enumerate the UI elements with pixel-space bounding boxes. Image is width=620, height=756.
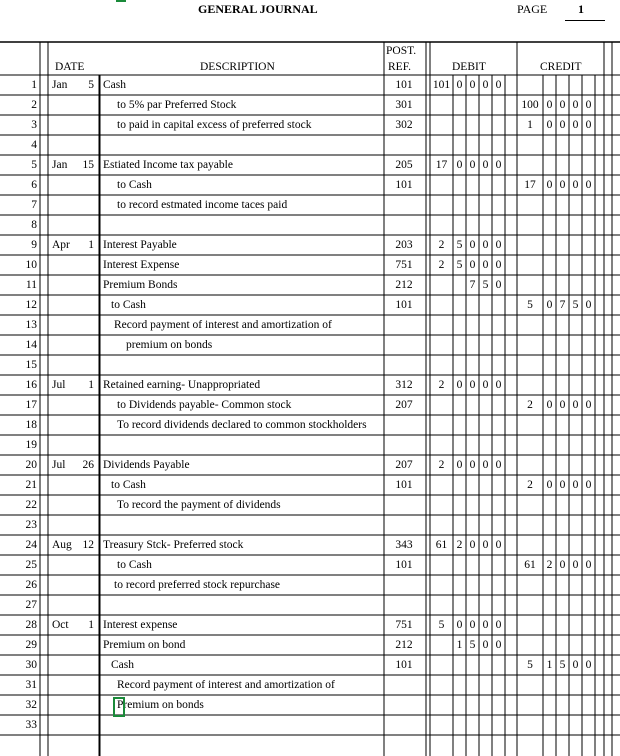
date-month[interactable]: Apr [52, 239, 70, 251]
credit-digit[interactable]: 1 [527, 119, 533, 131]
row-number[interactable]: 21 [25, 479, 37, 491]
row-number[interactable]: 6 [31, 179, 37, 191]
debit-digit[interactable]: 7 [469, 279, 476, 291]
row-number[interactable]: 1 [31, 79, 37, 91]
debit-digit[interactable]: 5 [438, 619, 445, 631]
post-ref-cell[interactable]: 205 [395, 159, 413, 171]
debit-digit[interactable]: 0 [495, 619, 502, 631]
debit-digit[interactable]: 0 [456, 619, 463, 631]
description-cell[interactable]: Premium on bond [103, 639, 186, 651]
journal-row [0, 235, 620, 255]
row-number[interactable]: 5 [31, 159, 37, 171]
description-cell[interactable]: to Cash [111, 299, 146, 311]
debit-digit[interactable]: 0 [482, 379, 489, 391]
row-number[interactable]: 25 [25, 559, 37, 571]
description-cell[interactable]: Cash [103, 79, 126, 91]
post-ref-cell[interactable]: 101 [395, 479, 413, 491]
debit-digit[interactable]: 0 [482, 259, 489, 271]
debit-digit[interactable]: 0 [469, 79, 476, 91]
row-number[interactable]: 12 [25, 299, 37, 311]
debit-digit[interactable]: 0 [495, 639, 502, 651]
journal-row [0, 415, 620, 435]
description-cell[interactable]: premium on bonds [126, 339, 213, 351]
debit-header: DEBIT [452, 61, 486, 73]
credit-digit[interactable]: 5 [572, 299, 579, 311]
credit-digit[interactable]: 0 [572, 659, 579, 671]
credit-digit[interactable]: 2 [546, 559, 553, 571]
credit-digit[interactable]: 0 [585, 479, 592, 491]
row-number[interactable]: 15 [25, 359, 37, 371]
post-ref-cell[interactable]: 203 [395, 239, 413, 251]
description-cell[interactable]: to Cash [111, 479, 146, 491]
credit-digit[interactable]: 17 [524, 179, 536, 191]
debit-digit[interactable]: 101 [432, 79, 451, 91]
description-cell[interactable]: Premium Bonds [103, 279, 178, 291]
date-month[interactable]: Oct [52, 619, 69, 631]
credit-digit[interactable]: 2 [527, 399, 533, 411]
description-cell[interactable]: Record payment of interest and amortization of [114, 319, 332, 331]
description-cell[interactable]: Treasury Stck- Preferred stock [103, 539, 244, 551]
debit-digit[interactable]: 5 [456, 239, 463, 251]
journal-row [0, 475, 620, 495]
journal-row [0, 395, 620, 415]
row-number[interactable]: 24 [25, 539, 37, 551]
debit-digit[interactable]: 0 [495, 159, 502, 171]
debit-digit[interactable]: 0 [482, 639, 489, 651]
description-cell[interactable]: to paid in capital excess of preferred stock [117, 119, 312, 131]
row-number[interactable]: 3 [31, 119, 37, 131]
credit-digit[interactable]: 0 [585, 119, 592, 131]
credit-digit[interactable]: 2 [527, 479, 533, 491]
journal-row [0, 155, 620, 175]
credit-digit[interactable]: 1 [546, 659, 553, 671]
date-month[interactable]: Jul [52, 459, 66, 471]
debit-digit[interactable]: 0 [469, 159, 476, 171]
debit-digit[interactable]: 0 [456, 379, 463, 391]
credit-digit[interactable]: 0 [585, 399, 592, 411]
post-ref-cell[interactable]: 101 [395, 559, 413, 571]
credit-digit[interactable]: 0 [559, 479, 566, 491]
date-day[interactable]: 5 [88, 79, 94, 91]
journal-row [0, 115, 620, 135]
post-ref-cell[interactable]: 212 [395, 639, 413, 651]
row-number[interactable]: 10 [25, 259, 37, 271]
post-ref-cell[interactable]: 101 [395, 659, 413, 671]
credit-digit[interactable]: 0 [585, 179, 592, 191]
post-ref-cell[interactable]: 101 [395, 79, 413, 91]
description-cell[interactable]: to 5% par Preferred Stock [117, 99, 237, 111]
journal-row [0, 675, 620, 695]
row-number[interactable]: 13 [25, 319, 37, 331]
journal-row [0, 215, 620, 235]
credit-digit[interactable]: 61 [524, 559, 536, 571]
post-ref-cell[interactable]: 301 [395, 99, 413, 111]
cell-cursor [113, 697, 125, 717]
row-number[interactable]: 30 [25, 659, 37, 671]
debit-digit[interactable]: 0 [482, 619, 489, 631]
row-number[interactable]: 9 [31, 239, 37, 251]
journal-row [0, 555, 620, 575]
journal-row [0, 595, 620, 615]
row-number[interactable]: 33 [25, 719, 37, 731]
date-month[interactable]: Jan [52, 159, 68, 171]
debit-digit[interactable]: 0 [495, 279, 502, 291]
journal-row [0, 315, 620, 335]
journal-row [0, 255, 620, 275]
journal-row [0, 515, 620, 535]
journal-row [0, 715, 620, 735]
journal-row [0, 175, 620, 195]
credit-digit[interactable]: 0 [559, 119, 566, 131]
journal-row [0, 455, 620, 475]
journal-row [0, 195, 620, 215]
page-number: 1 [578, 2, 584, 16]
debit-digit[interactable]: 0 [469, 239, 476, 251]
row-number[interactable]: 4 [31, 139, 37, 151]
journal-row [0, 295, 620, 315]
debit-digit[interactable]: 0 [482, 239, 489, 251]
row-number[interactable]: 7 [31, 199, 37, 211]
description-cell[interactable]: Interest expense [103, 619, 178, 631]
debit-digit[interactable]: 2 [438, 259, 445, 271]
row-number[interactable]: 32 [25, 699, 37, 711]
debit-digit[interactable]: 0 [482, 539, 489, 551]
debit-digit[interactable]: 0 [495, 459, 502, 471]
debit-digit[interactable]: 0 [495, 539, 502, 551]
debit-digit[interactable]: 5 [482, 279, 489, 291]
description-cell[interactable]: Record payment of interest and amortization of [117, 679, 335, 691]
row-number[interactable]: 26 [25, 579, 37, 591]
post-ref-cell[interactable]: 101 [395, 179, 413, 191]
credit-digit[interactable]: 0 [585, 559, 592, 571]
post-ref-cell[interactable]: 212 [395, 279, 413, 291]
row-number[interactable]: 29 [25, 639, 37, 651]
journal-row [0, 435, 620, 455]
credit-digit[interactable]: 0 [572, 479, 579, 491]
credit-digit[interactable]: 0 [559, 99, 566, 111]
debit-digit[interactable]: 0 [495, 239, 502, 251]
credit-digit[interactable]: 0 [546, 299, 553, 311]
description-cell[interactable]: Estiated Income tax payable [103, 159, 233, 171]
debit-digit[interactable]: 2 [438, 239, 445, 251]
journal-row [0, 75, 620, 95]
row-number[interactable]: 27 [25, 599, 37, 611]
row-number[interactable]: 19 [25, 439, 37, 451]
date-month[interactable]: Jul [52, 379, 66, 391]
journal-row [0, 615, 620, 635]
description-cell[interactable]: to Cash [117, 559, 152, 571]
row-number[interactable]: 14 [25, 339, 37, 351]
ref-header: REF. [388, 61, 412, 73]
row-number[interactable]: 23 [25, 519, 37, 531]
journal-row [0, 275, 620, 295]
debit-digit[interactable]: 0 [482, 159, 489, 171]
description-cell[interactable]: to Cash [117, 179, 152, 191]
description-cell[interactable]: Cash [111, 659, 134, 671]
credit-digit[interactable]: 0 [559, 179, 566, 191]
row-number[interactable]: 22 [25, 499, 37, 511]
credit-digit[interactable]: 0 [585, 659, 592, 671]
post-header: POST. [386, 45, 417, 57]
date-month[interactable]: Jan [52, 79, 68, 91]
credit-digit[interactable]: 0 [572, 399, 579, 411]
credit-digit[interactable]: 0 [559, 399, 566, 411]
debit-digit[interactable]: 0 [495, 259, 502, 271]
credit-digit[interactable]: 0 [572, 179, 579, 191]
debit-digit[interactable]: 0 [482, 79, 489, 91]
journal-row [0, 535, 620, 555]
credit-digit[interactable]: 0 [572, 99, 579, 111]
page-label: PAGE [517, 2, 548, 16]
journal-row [0, 655, 620, 675]
date-day[interactable]: 15 [82, 159, 94, 171]
debit-digit[interactable]: 0 [495, 379, 502, 391]
journal-title: GENERAL JOURNAL [198, 2, 318, 16]
date-day[interactable]: 12 [82, 539, 94, 551]
row-number[interactable]: 17 [25, 399, 37, 411]
description-cell[interactable]: Retained earning- Unappropriated [103, 379, 261, 391]
description-cell[interactable]: to Dividends payable- Common stock [117, 399, 292, 411]
description-cell[interactable]: Interest Expense [103, 259, 180, 271]
credit-digit[interactable]: 0 [572, 559, 579, 571]
post-ref-cell[interactable]: 101 [395, 299, 413, 311]
debit-digit[interactable]: 0 [469, 459, 476, 471]
debit-digit[interactable]: 0 [495, 79, 502, 91]
debit-digit[interactable]: 61 [435, 539, 448, 551]
credit-digit[interactable]: 5 [559, 659, 566, 671]
credit-digit[interactable]: 0 [585, 99, 592, 111]
journal-row [0, 95, 620, 115]
journal-row [0, 635, 620, 655]
credit-digit[interactable]: 7 [559, 299, 566, 311]
date-day[interactable]: 1 [88, 619, 94, 631]
row-number[interactable]: 31 [25, 679, 37, 691]
description-cell[interactable]: Interest Payable [103, 239, 177, 251]
debit-digit[interactable]: 0 [456, 79, 463, 91]
debit-digit[interactable]: 5 [469, 639, 476, 651]
journal-row [0, 575, 620, 595]
credit-header: CREDIT [540, 61, 582, 73]
credit-digit[interactable]: 0 [546, 119, 553, 131]
row-number[interactable]: 18 [25, 419, 37, 431]
credit-digit[interactable]: 5 [527, 659, 533, 671]
post-ref-cell[interactable]: 207 [395, 459, 413, 471]
post-ref-cell[interactable]: 312 [395, 379, 413, 391]
debit-digit[interactable]: 2 [438, 459, 445, 471]
description-cell[interactable]: To record dividends declared to common stockholders [117, 419, 367, 431]
debit-digit[interactable]: 1 [456, 639, 463, 651]
row-number[interactable]: 2 [31, 99, 37, 111]
debit-digit[interactable]: 0 [469, 539, 476, 551]
journal-row [0, 375, 620, 395]
description-cell[interactable]: To record the payment of dividends [117, 499, 281, 511]
description-cell[interactable]: to record estmated income taces paid [117, 199, 288, 211]
credit-digit[interactable]: 0 [585, 299, 592, 311]
date-day[interactable]: 1 [88, 379, 94, 391]
post-ref-cell[interactable]: 207 [395, 399, 413, 411]
debit-digit[interactable]: 2 [456, 539, 463, 551]
debit-digit[interactable]: 0 [482, 459, 489, 471]
journal-row [0, 335, 620, 355]
row-number[interactable]: 20 [25, 459, 37, 471]
description-header: DESCRIPTION [200, 61, 275, 73]
debit-digit[interactable]: 17 [435, 159, 448, 171]
debit-digit[interactable]: 0 [469, 259, 476, 271]
credit-digit[interactable]: 5 [527, 299, 533, 311]
post-ref-cell[interactable]: 343 [395, 539, 413, 551]
debit-digit[interactable]: 0 [469, 619, 476, 631]
row-number[interactable]: 11 [25, 279, 37, 291]
post-ref-cell[interactable]: 751 [395, 259, 413, 271]
date-day[interactable]: 1 [88, 239, 94, 251]
journal-row [0, 695, 620, 715]
journal-row [0, 135, 620, 155]
credit-digit[interactable]: 0 [572, 119, 579, 131]
debit-digit[interactable]: 2 [438, 379, 445, 391]
post-ref-cell[interactable]: 302 [395, 119, 413, 131]
credit-digit[interactable]: 0 [546, 399, 553, 411]
row-number[interactable]: 16 [25, 379, 37, 391]
journal-row [0, 355, 620, 375]
row-number[interactable]: 8 [31, 219, 37, 231]
post-ref-cell[interactable]: 751 [395, 619, 413, 631]
date-day[interactable]: 26 [82, 459, 94, 471]
debit-digit[interactable]: 0 [456, 459, 463, 471]
description-cell[interactable]: to record preferred stock repurchase [114, 579, 281, 591]
journal-row [0, 495, 620, 515]
row-number[interactable]: 28 [25, 619, 37, 631]
credit-digit[interactable]: 0 [546, 179, 553, 191]
date-month[interactable]: Aug [52, 539, 72, 551]
debit-digit[interactable]: 0 [469, 379, 476, 391]
date-header: DATE [55, 61, 85, 73]
debit-digit[interactable]: 5 [456, 259, 463, 271]
debit-digit[interactable]: 0 [456, 159, 463, 171]
credit-digit[interactable]: 0 [559, 559, 566, 571]
description-cell[interactable]: Dividends Payable [103, 459, 190, 471]
credit-digit[interactable]: 0 [546, 479, 553, 491]
credit-digit[interactable]: 0 [546, 99, 553, 111]
description-cell[interactable]: Premium on bonds [117, 699, 204, 711]
credit-digit[interactable]: 100 [521, 99, 539, 111]
